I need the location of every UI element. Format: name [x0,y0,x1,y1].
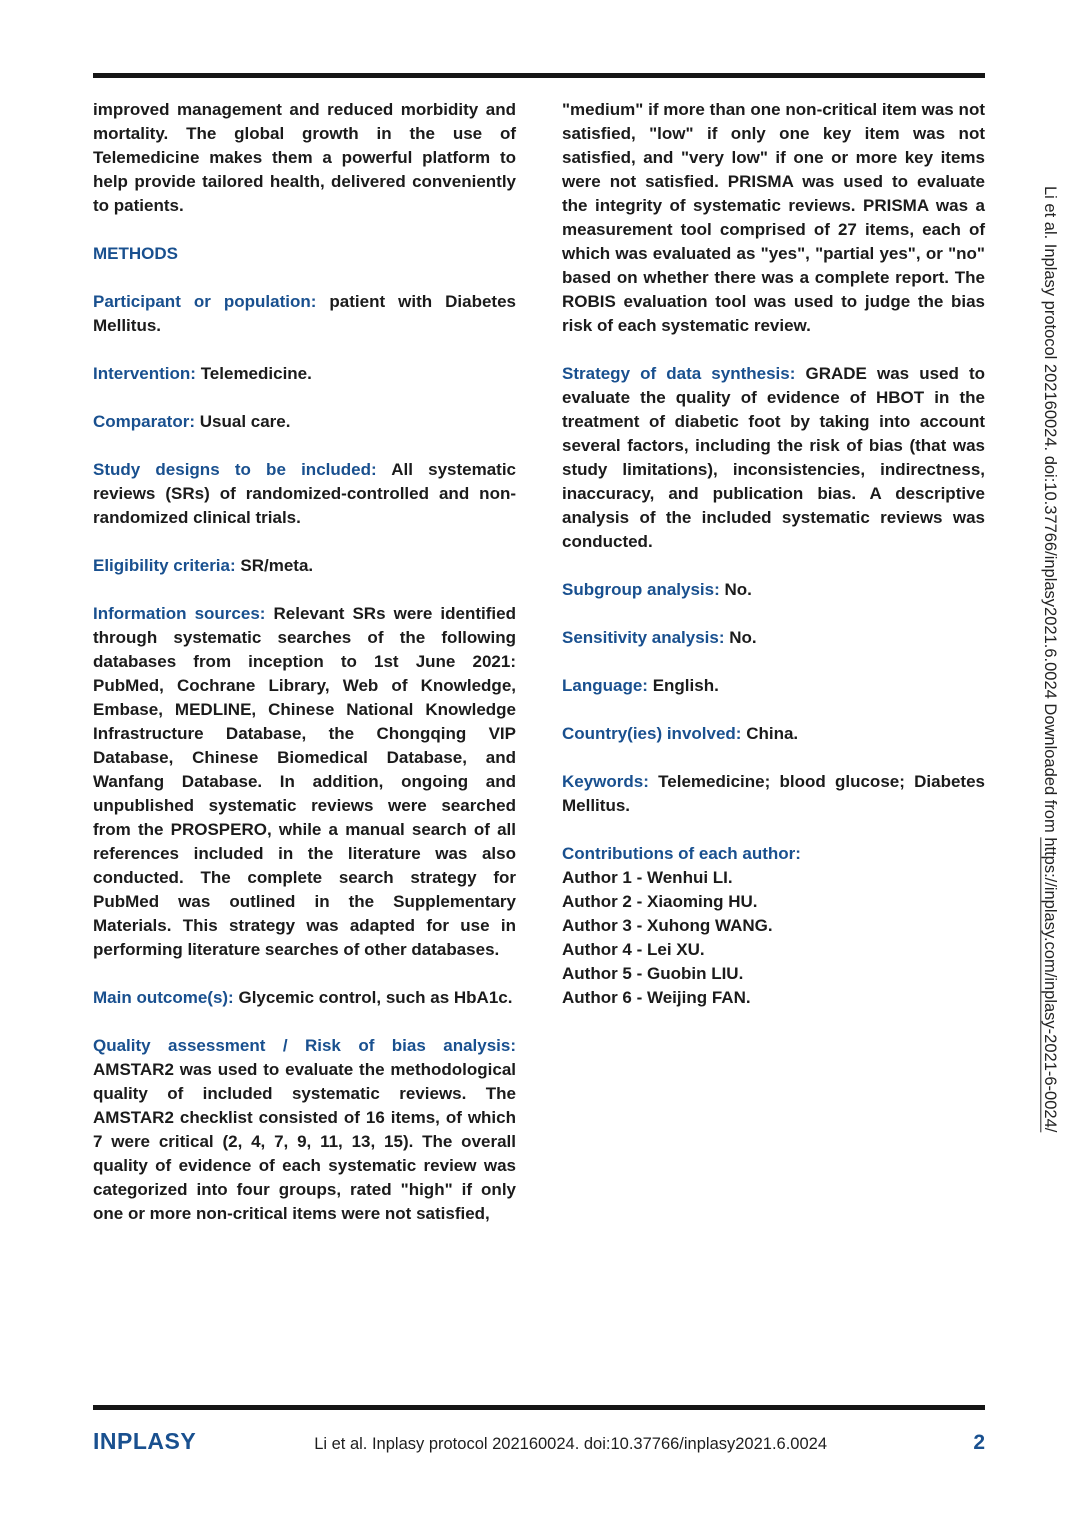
section-text: "medium" if more than one non-critical item was not satisfied, "low" if only one key item was not satisfied, and "very low" if one or more key items were not satisfied. PRISMA was used to evaluate the integrity of systematic reviews. PRISMA was a measurement tool comprised of 27 items, each of which was evaluated as "yes", "partial yes", or "no" based on whether there was a complete report. The ROBIS evaluation tool was used to judge the bias risk of each systematic review. [562,100,985,335]
content-columns [93,98,985,1250]
author-line: Author 6 - Weijing FAN. [562,988,751,1007]
section-main-outcomes [93,986,516,1010]
section-label: Keywords: [562,772,649,791]
section-label: Information sources: [93,604,266,623]
author-line: Author 5 - Guobin LIU. [562,964,744,983]
section-quality-assessment [93,1034,516,1226]
section-keywords [562,770,985,818]
section-comparator [93,410,516,434]
section-label: Language: [562,676,648,695]
section-countries-involved [562,722,985,746]
section-author-contributions [562,842,985,1010]
section-text: GRADE was used to evaluate the quality of evidence of HBOT in the treatment of diabetic foot by taking into account several factors, including the risk of bias (that was study limitations), inconsistencies, indirectness, inaccuracy, and publication bias. A descriptive analysis of the included systematic reviews was conducted. [562,364,986,551]
author-line: Author 2 - Xiaoming HU. [562,892,758,911]
section-text: Telemedicine; blood glucose; Diabetes Mellitus. [562,772,985,815]
author-line: Author 1 - Wenhui LI. [562,868,733,887]
inplasy-logo: INPLASY [93,1428,197,1454]
sidebar-citation-link[interactable]: https://inplasy.com/inplasy-2021-6-0024/ [1041,837,1059,1133]
sidebar-vertical-citation [1040,186,1060,1396]
section-text: English. [652,676,719,695]
section-participant-or-population [93,290,516,338]
section-study-designs [93,458,516,530]
top-rule [93,73,985,78]
section-text: Telemedicine. [200,364,312,383]
section-text: Relevant SRs were identified through systematic searches of the following databases from inception to 1st June 2021: PubMed, Cochrane Library, Web of Knowledge, Embase, MEDLINE, Chinese National Knowledge Infrastructure Database, the Chongqing VIP Database, Chinese Biomedical Database, and Wanfang Database. In addition, ongoing and unpublished systematic reviews were searched from the PROSPERO, while a manual search of all references included in the literature was also conducted. The complete search strategy for PubMed was outlined in the Supplementary Materials. This strategy was adapted for use in performing literature searches of other databases. [93,604,516,959]
section-text: patient with Diabetes Mellitus. [93,292,516,335]
section-label: Sensitivity analysis: [562,628,725,647]
section-label: Strategy of data synthesis: [562,364,796,383]
section-text: improved management and reduced morbidity and mortality. The global growth in the use of Telemedicine makes them a powerful platform to help provide tailored health, delivered conveniently to patients. [93,100,516,215]
section-label: Quality assessment / Risk of bias analysis: [93,1036,516,1055]
section-text: SR/meta. [240,556,314,575]
section-label: Main outcome(s): [93,988,234,1007]
section-strategy-of-data-synthesis [562,362,985,554]
section-text: Glycemic control, such as HbA1c. [238,988,513,1007]
section-information-sources [93,602,516,962]
author-line: Author 3 - Xuhong WANG. [562,916,773,935]
section-text: No. [729,628,757,647]
section-quality-continuation [562,98,985,338]
section-intervention [93,362,516,386]
section-language [562,674,985,698]
section-methods-heading [93,242,516,266]
left-column [93,98,516,1250]
right-column [562,98,985,1250]
page-number: 2 [973,1431,985,1454]
footer-rule [93,1405,985,1410]
section-label: Subgroup analysis: [562,580,720,599]
section-label: Intervention: [93,364,196,383]
section-label: METHODS [93,244,178,263]
section-text: Usual care. [199,412,291,431]
section-label: Eligibility criteria: [93,556,236,575]
section-subgroup-analysis [562,578,985,602]
section-label: Participant or population: [93,292,317,311]
section-text: AMSTAR2 was used to evaluate the methodological quality of included systematic reviews. The AMSTAR2 checklist consisted of 16 items, of which 7 were critical (2, 4, 7, 9, 11, 13, 15). The overall quality of evidence of each systematic review was categorized into four groups, rated "high" if only one or more non-critical items were not satisfied, [93,1060,516,1223]
section-label: Study designs to be included: [93,460,377,479]
section-text: China. [746,724,799,743]
footer [93,1428,985,1455]
author-line: Author 4 - Lei XU. [562,940,705,959]
section-eligibility-criteria [93,554,516,578]
footer-citation: Li et al. Inplasy protocol 202160024. doi:10.37766/inplasy2021.6.0024 [314,1435,828,1453]
section-text: No. [724,580,752,599]
section-text: All systematic reviews (SRs) of randomized-controlled and non-randomized clinical trials. [93,460,516,527]
sidebar-citation-text: Li et al. Inplasy protocol 202160024. doi:10.37766/inplasy2021.6.0024 Downloaded from [1041,186,1059,838]
section-label: Comparator: [93,412,196,431]
section-intro-continuation [93,98,516,218]
section-sensitivity-analysis [562,626,985,650]
section-label: Contributions of each author: [562,844,801,863]
section-label: Country(ies) involved: [562,724,742,743]
